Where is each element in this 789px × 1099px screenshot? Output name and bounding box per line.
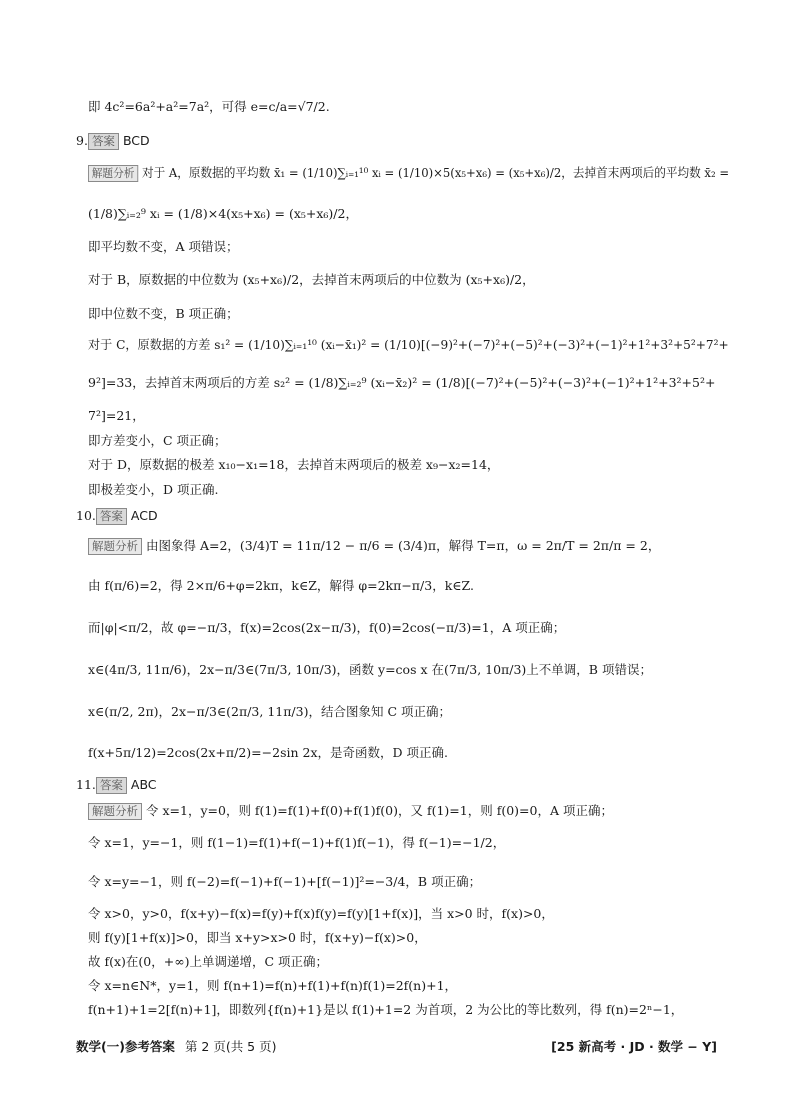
question-number: 11. [76, 777, 96, 792]
question-9-header [76, 133, 150, 150]
text-line: 令 x>0，y>0，f(x+y)−f(x)=f(y)+f(x)f(y)=f(y)[1+f(x)]，当 x>0 时，f(x)>0， [88, 906, 554, 921]
question-number: 10. [76, 508, 96, 523]
analysis-tag: 解题分析 [88, 538, 142, 555]
text-line: 即方差变小，C 项正确； [88, 433, 227, 448]
question-number: 9. [76, 133, 88, 148]
answer-value: ABC [130, 777, 157, 792]
text-line: x∈(4π/3, 11π/6)，2x−π/3∈(7π/3, 10π/3)，函数 y=cos x 在(7π/3, 10π/3)上不单调，B 项错误； [88, 662, 652, 677]
analysis-tag: 解题分析 [88, 803, 142, 820]
text-line: 即中位数不变，B 项正确； [88, 306, 239, 321]
analysis-text: 对于 A，原数据的平均数 x̄₁ = (1/10)∑ᵢ₌₁¹⁰ xᵢ = (1/10)×5(x₅+x₆) = (x₅+x₆)/2，去掉首末两项后的平均数 x̄₂ = [141, 165, 730, 180]
text-line [88, 537, 660, 555]
answer-tag: 答案 [96, 508, 127, 525]
text-line: 即 4c²=6a²+a²=7a²，可得 e=c/a=√7/2. [88, 99, 330, 114]
text-line: 故 f(x)在(0，+∞)上单调递增，C 项正确； [88, 954, 329, 969]
text-line: 则 f(y)[1+f(x)]>0，即当 x+y>x>0 时，f(x+y)−f(x)>0， [88, 930, 427, 945]
answer-value: ACD [130, 508, 158, 523]
text-line [88, 802, 613, 820]
text-line [88, 164, 729, 182]
answer-tag: 答案 [96, 777, 127, 794]
analysis-text: 由图象得 A=2，(3/4)T = 11π/12 − π/6 = (3/4)π，解得 T=π，ω = 2π/T = 2π/π = 2， [146, 538, 661, 553]
analysis-text: 令 x=1，y=0，则 f(1)=f(1)+f(0)+f(1)f(0)，又 f(1)=1，则 f(0)=0，A 项正确； [146, 803, 613, 818]
text-line: 令 x=n∈N*，y=1，则 f(n+1)=f(n)+f(1)+f(n)f(1)=2f(n)+1， [88, 978, 458, 993]
text-line: x∈(π/2, 2π)，2x−π/3∈(2π/3, 11π/3)，结合图象知 C 项正确； [88, 704, 451, 719]
text-line: f(x+5π/12)=2cos(2x+π/2)=−2sin 2x，是奇函数，D 项正确. [88, 745, 448, 760]
question-10-header [76, 508, 158, 525]
text-line: 即极差变小，D 项正确. [88, 482, 219, 497]
text-line: 即平均数不变，A 项错误； [88, 239, 239, 254]
question-11-header [76, 777, 157, 794]
text-line: (1/8)∑ᵢ₌₂⁹ xᵢ = (1/8)×4(x₅+x₆) = (x₅+x₆)/2， [88, 206, 358, 221]
text-line: 令 x=y=−1，则 f(−2)=f(−1)+f(−1)+[f(−1)]²=−3/4，B 项正确； [88, 874, 482, 889]
text-line: 而|φ|<π/2，故 φ=−π/3，f(x)=2cos(2x−π/3)，f(0)=2cos(−π/3)=1，A 项正确； [88, 620, 566, 635]
text-line: 9²]=33，去掉首末两项后的方差 s₂² = (1/8)∑ᵢ₌₂⁹ (xᵢ−x̄₂)² = (1/8)[(−7)²+(−5)²+(−3)²+(−1)²+1²+3²+5²+ [88, 375, 716, 390]
text-line: 7²]=21， [88, 408, 145, 423]
answer-value: BCD [122, 133, 150, 148]
analysis-tag: 解题分析 [88, 165, 138, 182]
text-line: 对于 B，原数据的中位数为 (x₅+x₆)/2，去掉首末两项后的中位数为 (x₅+x₆)/2， [88, 272, 535, 287]
page-number: 第 2 页(共 5 页) [184, 1039, 277, 1054]
text-line: 由 f(π/6)=2，得 2×π/6+φ=2kπ，k∈Z，解得 φ=2kπ−π/3，k∈Z. [88, 578, 474, 593]
footer-title: 数学(一)参考答案 [76, 1039, 175, 1054]
footer-left [76, 1037, 277, 1055]
text-line: 令 x=1，y=−1，则 f(1−1)=f(1)+f(−1)+f(1)f(−1)，得 f(−1)=−1/2， [88, 835, 506, 850]
text-line: f(n+1)+1=2[f(n)+1]，即数列{f(n)+1}是以 f(1)+1=2 为首项，2 为公比的等比数列，得 f(n)=2ⁿ−1， [88, 1002, 684, 1017]
answer-tag: 答案 [88, 133, 119, 150]
footer-code: [25 新高考 · JD · 数学 − Y] [551, 1039, 717, 1054]
text-line: 对于 D，原数据的极差 x₁₀−x₁=18，去掉首末两项后的极差 x₉−x₂=14， [88, 457, 500, 472]
text-line: 对于 C，原数据的方差 s₁² = (1/10)∑ᵢ₌₁¹⁰ (xᵢ−x̄₁)² = (1/10)[(−9)²+(−7)²+(−5)²+(−3)²+(−1)²+1²+3²+5²+7²+ [88, 337, 729, 352]
